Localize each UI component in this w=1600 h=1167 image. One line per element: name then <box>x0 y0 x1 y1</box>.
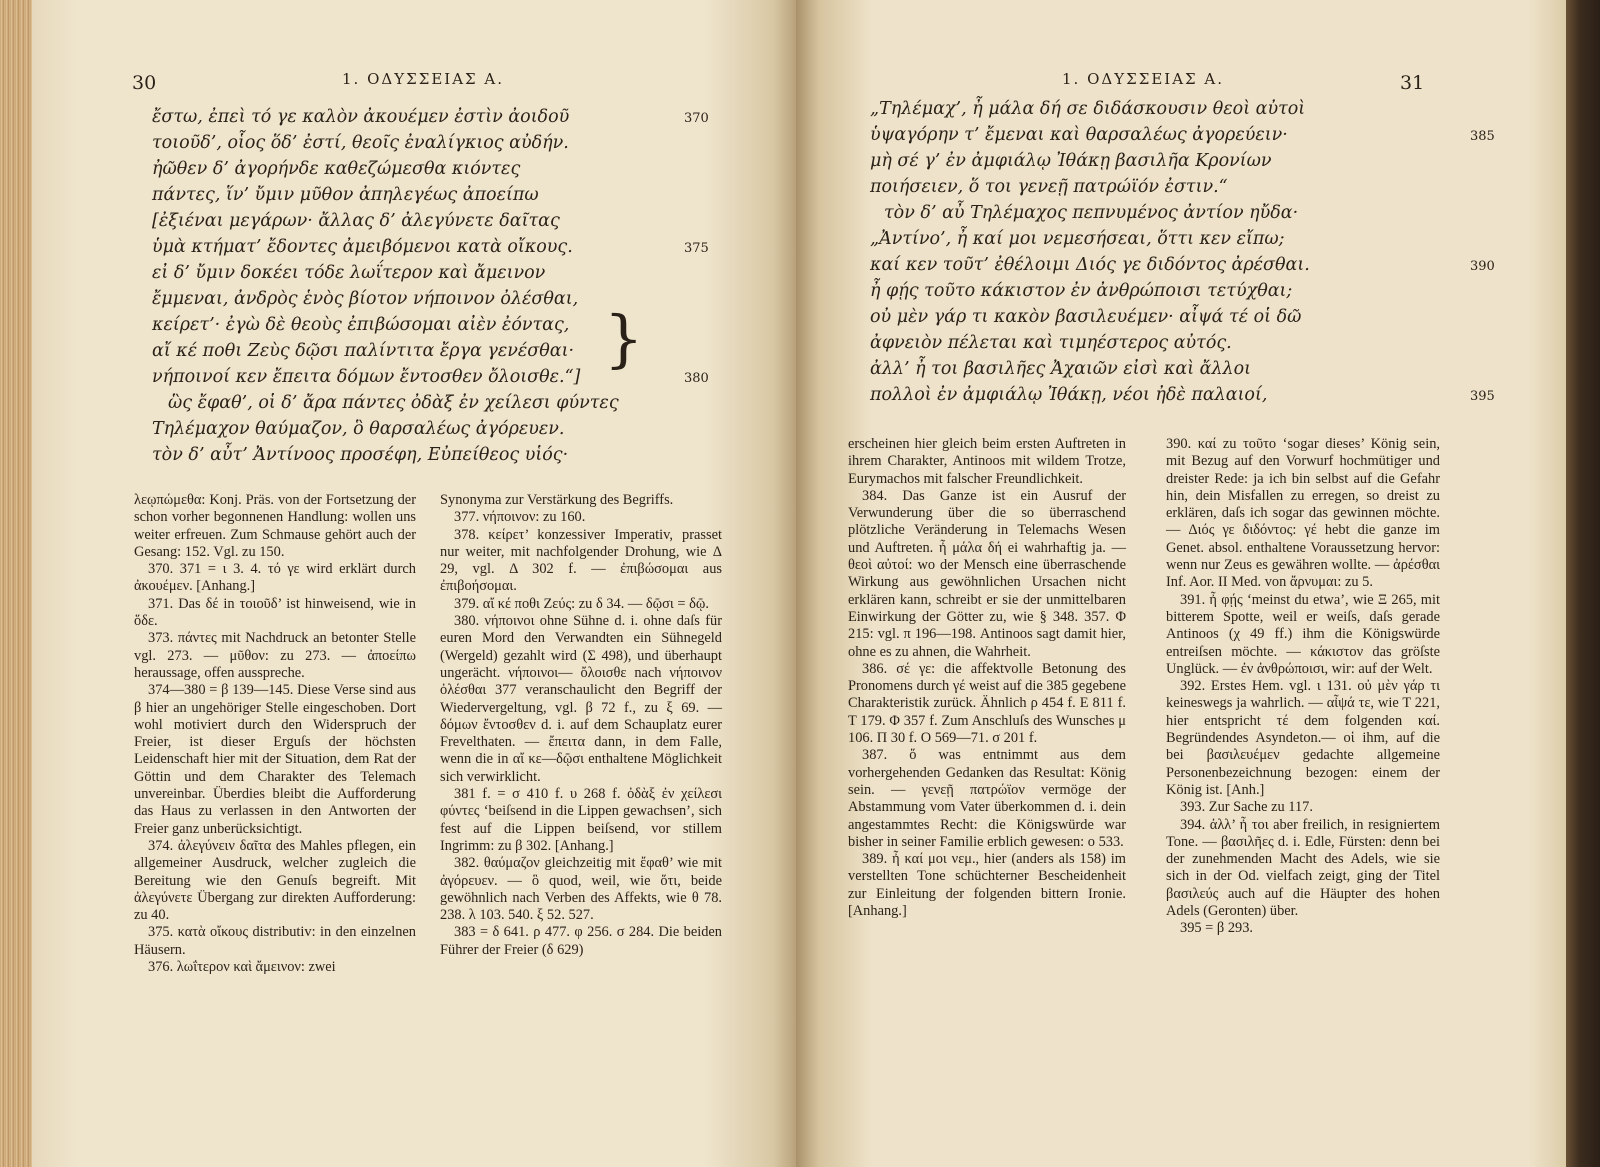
commentary-column-2 <box>1166 436 1440 938</box>
commentary-note: 374. ἀλεγύνειν δαῖτα des Mahles pflegen, ein allgemeiner Ausdruck, welcher zugleich die Bereitung wie den Genuſs begreift. Mit ἀλεγύνετε Übergang zur direkten Aufforderung: zu 40. <box>134 837 416 924</box>
verse-line <box>152 338 752 364</box>
commentary-note: 382. θαύμαζον gleichzeitig mit ἔφαθ’ wie mit ἀγόρευεν. — ὃ quod, weil, wie ὅτι, beide gewöhnlich nach Verben des Affekts, wie θ 78. 238. λ 103. 540. ξ 52. 527. <box>440 855 722 924</box>
commentary-note: 393. Zur Sache zu 117. <box>1180 799 1313 816</box>
verse-text: „Ἀντίνο’, ἦ καί μοι νεμεσήσεαι, ὅττι κεν εἴπω; <box>870 229 1285 249</box>
page-edges-left <box>0 0 32 1167</box>
line-number: 380 <box>684 371 709 386</box>
commentary-note: 373. πάντες mit Nachdruck an betonter Stelle vgl. 273. — μῦθον: zu 273. — ἀποείπω heraussage, offen ausspreche. <box>134 630 416 681</box>
verse-text: πάντες, ἵν’ ὔμιν μῦθον ἀπηλεγέως ἀποείπω <box>152 185 539 205</box>
commentary-note: 387. ὅ was entnimmt aus dem vorhergehenden Gedanken das Resultat: König sein. — γενεῇ πατρώϊον vermöge der Abstammung vom Vater überkommen d. i. dein angestammtes Recht: die Königswürde war bisher in seiner Familie erblich gewesen: ο 533. <box>848 747 1126 850</box>
running-head: 1. ΟΔΥΣΣΕΙΑΣ Α. <box>1062 70 1225 88</box>
verse-line <box>870 148 1450 174</box>
verse-line <box>152 286 752 312</box>
verse-line <box>870 330 1450 356</box>
verse-line <box>870 122 1495 148</box>
commentary-note: 371. Das δέ in τοιοῦδ’ ist hinweisend, wie in ὅδε. <box>134 595 416 630</box>
commentary-note: 374—380 = β 139—145. Diese Verse sind aus β hier an ungehöriger Stelle eingeschoben. Dort wohl motiviert durch den Widerspruch der Freier, ist dieser Erguſs der höchsten Leidenschaft hier mit der Situation, dem Rat der Göttin und dem Charakter des Telemach unvereinbar. Überdies bleibt die Aufforderung das Haus zu verlassen in den Antworten der Freier ganz unberücksichtigt. <box>134 682 416 837</box>
verse-line <box>152 442 752 468</box>
verse-text: ἦ φῄς τοῦτο κάκιστον ἐν ἀνθρώποισι τετύχθαι; <box>870 281 1293 301</box>
verse-line <box>152 130 752 156</box>
commentary-note: 394. ἀλλ’ ἦ τοι aber freilich, in resigniertem Tone. — βασιλῆες d. i. Edle, Fürsten: denn bei der zunehmenden Macht des Adels, wie sie sich in der Od. vielfach zeigt, ging der Titel βασιλεύς auch auf die Häupter des hohen Adels (Geronten) über. <box>1166 816 1440 920</box>
verse-block <box>152 104 752 468</box>
verse-text: τοιοῦδ’, οἷος ὅδ’ ἐστί, θεοῖς ἐναλίγκιος αὐδήν. <box>152 133 569 153</box>
commentary-note: 390. καί zu τοῦτο ‘sogar dieses’ König sein, mit Bezug auf den Vorwurf hochmütiger und dreister Rede: ja ich bin selbst auf die Gefahr hin, dein Misfallen zu erregen, so dreist zu erklären, daſs ich sogar das gewinnen möchte. — Διός γε διδόντος: γέ hebt die ganze im Genet. absol. enthaltene Voraussetzung hervor: wenn nur Zeus es gewähren wollte. — ἀρέσθαι Inf. Aor. II Med. von ἄρνυμαι: zu 5. <box>1166 436 1440 591</box>
verse-text: τὸν δ’ αὖ Τηλέμαχος πεπνυμένος ἀντίον ηὔδα· <box>884 203 1299 223</box>
verse-text: κείρετ’· ἐγὼ δὲ θεοὺς ἐπιβώσομαι αἰὲν ἐόντας, <box>152 315 570 335</box>
line-number: 385 <box>1470 129 1495 144</box>
bracket-mark: } <box>604 302 644 375</box>
verse-text: αἴ κέ ποθι Ζεὺς δῷσι παλίντιτα ἔργα γενέσθαι· <box>152 341 575 361</box>
commentary-note: Synonyma zur Verstärkung des Begriffs. <box>440 492 674 508</box>
commentary-note: 389. ἦ καί μοι νεμ., hier (anders als 158) im verstellten Tone schüchterner Bescheidenheit zur Einleitung der folgenden bittern Ironie. [Anhang.] <box>848 851 1126 920</box>
commentary-note: erscheinen hier gleich beim ersten Auftreten in ihrem Charakter, Antinoos mit wildem Trotze, Eurymachos mit falscher Freundlichkeit. <box>848 436 1126 487</box>
verse-line <box>152 182 752 208</box>
page-number: 31 <box>1400 72 1425 94</box>
commentary-note: 379. αἴ κέ ποθι Ζεύς: zu δ 34. — δῷσι = δῷ. <box>454 595 709 612</box>
verse-text: μὴ σέ γ’ ἐν ἀμφιάλῳ Ἰθάκῃ βασιλῆα Κρονίων <box>870 151 1272 171</box>
verse-line <box>870 304 1450 330</box>
verse-line <box>152 312 752 338</box>
verse-text: [ἐξιέναι μεγάρων· ἄλλας δ’ ἀλεγύνετε δαῖτας <box>152 211 560 231</box>
verse-text: οὐ μὲν γάρ τι κακὸν βασιλευέμεν· αἶψά τέ οἱ δῶ <box>870 307 1302 327</box>
commentary-note: 395 = β 293. <box>1180 920 1254 937</box>
line-number: 370 <box>684 111 709 126</box>
commentary-note: λεῳπώμεθα: Konj. Präs. von der Fortsetzung der schon vorher begonnenen Handlung: wollen uns weiter erfreuen. Zum Schmause gehört auch der Gesang: 152. Vgl. zu 150. <box>134 492 416 560</box>
verse-block <box>870 96 1495 408</box>
commentary-note: 380. νήποινοι ohne Sühne d. i. ohne daſs für euren Mord den Verwandten ein Sühnegeld (Wergeld) gezahlt wird (Σ 498), und überhaupt ungerächt. νήποινοι— ὄλοισθε nach νήποινον ὀλέσθαι 377 veranschaulicht den Begriff der Wiedervergeltung, vgl. β 72 f., zu ξ 69. — δόμων ἔντοσθεν d. i. auf dem Schauplatz eurer Frevelthaten. — ἔπειτα dann, in dem Falle, wenn die in αἴ κε—δῷσι enthaltene Möglichkeit sich verwirklicht. <box>440 613 722 785</box>
verse-text: ὑψαγόρην τ’ ἔμεναι καὶ θαρσαλέως ἀγορεύειν· <box>870 125 1288 145</box>
commentary-note: 370. 371 = ι 3. 4. τό γε wird erklärt durch ἀκουέμεν. [Anhang.] <box>134 561 416 595</box>
commentary-note: 375. κατὰ οἴκους distributiv: in den einzelnen Häusern. <box>134 924 416 958</box>
verse-line <box>152 364 752 390</box>
verse-text: ὣς ἔφαθ’, οἱ δ’ ἄρα πάντες ὀδὰξ ἐν χείλεσι φύντες <box>168 393 619 413</box>
verse-line <box>152 156 752 182</box>
verse-text: „Τηλέμαχ’, ἦ μάλα δή σε διδάσκουσιν θεοὶ αὐτοὶ <box>870 99 1306 119</box>
left-page <box>32 0 796 1167</box>
verse-text: ἔμμεναι, ἀνδρὸς ἑνὸς βίοτον νήποινον ὀλέσθαι, <box>152 289 579 309</box>
commentary-note: 381 f. = σ 410 f. υ 268 f. ὀδὰξ ἐν χείλεσι φύντες ‘beiſsend in die Lippen gewachsen’, sich fest auf die Lippen beiſsend, vor stillem Ingrimm: zu β 302. [Anhang.] <box>440 786 722 854</box>
binding-edge-right <box>1566 0 1600 1167</box>
commentary-note: 391. ἦ φῄς ‘meinst du etwa’, wie Ξ 265, mit bitterem Spotte, weil er weiſs, daſs gerade Antinoos (χ 49 ff.) ihm die Königswürde entreiſsen möchte. — κάκιστον das gröſste Unglück. — ἐν ἀνθρώποισι, wir: auf der Welt. <box>1166 591 1440 677</box>
verse-text: Τηλέμαχον θαύμαζον, ὃ θαρσαλέως ἀγόρευεν. <box>152 419 565 439</box>
verse-text: εἰ δ’ ὔμιν δοκέει τόδε λωΐτερον καὶ ἄμεινον <box>152 263 546 283</box>
line-number: 390 <box>1470 259 1495 274</box>
commentary-note: 377. νήποινον: zu 160. <box>454 509 586 526</box>
verse-text: καί κεν τοῦτ’ ἐθέλοιμι Διός γε διδόντος ἀρέσθαι. <box>870 255 1310 275</box>
commentary-note: 386. σέ γε: die affektvolle Betonung des Pronomens durch γέ weist auf die 385 gegebene Charakteristik zurück. Ähnlich ρ 454 f. E 811 f. T 179. Φ 357 f. Zum Anschluſs des Wunsches μ 106. Π 30 f. O 569—71. σ 201 f. <box>848 660 1126 747</box>
verse-line <box>152 260 752 286</box>
verse-text: ἠῶθεν δ’ ἀγορήνδε καθεζώμεσθα κιόντες <box>152 159 521 179</box>
verse-line <box>870 252 1495 278</box>
commentary-note: 376. λωΐτερον καὶ ἄμεινον: zwei <box>148 959 336 976</box>
right-page <box>796 0 1566 1167</box>
verse-line <box>870 278 1450 304</box>
verse-line <box>870 174 1450 200</box>
verse-line <box>870 356 1450 382</box>
verse-line <box>152 234 752 260</box>
verse-text: πολλοὶ ἐν ἀμφιάλῳ Ἰθάκῃ, νέοι ἠδὲ παλαιοί, <box>870 385 1268 405</box>
line-number: 395 <box>1470 389 1495 404</box>
verse-text: ἀλλ’ ἦ τοι βασιλῆες Ἀχαιῶν εἰσὶ καὶ ἄλλοι <box>870 359 1252 379</box>
verse-text: ἀφνειὸν πέλεται καὶ τιμηέστερος αὐτός. <box>870 333 1232 353</box>
verse-line <box>870 200 1450 226</box>
verse-line <box>152 416 752 442</box>
commentary-note: 378. κείρετ’ konzessiver Imperativ, prasset nur weiter, mit nachfolgender Drohung, wie Δ 29, vgl. Δ 302 f. — ἐπιβώσομαι aus ἐπιβοήσομαι. <box>440 526 722 595</box>
commentary-note: 384. Das Ganze ist ein Ausruf der Verwunderung über die so überraschend plötzliche Veränderung in Telemachs Wesen und Auftreten. ἦ μάλα δή ei wahrhaftig ja. — θεοὶ αὐτοί: wo der Mensch eine überraschende Wirkung aus gewöhnlichen Ursachen nicht erklären kann, schreibt er sie der unmittelbaren Einwirkung der Götter zu, wie § 348. 357. Φ 215: vgl. π 196—198. Antinoos sagt damit hier, ohne es zu ahnen, die Wahrheit. <box>848 487 1126 660</box>
verse-text: ὑμὰ κτήματ’ ἔδοντες ἀμειβόμενοι κατὰ οἴκους. <box>152 237 573 257</box>
commentary-column-1 <box>134 492 416 976</box>
running-head: 1. ΟΔΥΣΣΕΙΑΣ Α. <box>342 70 505 88</box>
commentary-note: 383 = δ 641. ρ 477. φ 256. σ 284. Die beiden Führer der Freier (δ 629) <box>440 924 722 958</box>
page-number: 30 <box>132 72 157 94</box>
verse-text: τὸν δ’ αὖτ’ Ἀντίνοος προσέφη, Εὐπείθεος υἱός· <box>152 445 569 465</box>
commentary-column-1 <box>848 436 1126 920</box>
verse-line <box>152 390 752 416</box>
line-number: 375 <box>684 241 709 256</box>
commentary-note: 392. Erstes Hem. vgl. ι 131. οὐ μὲν γάρ τι keineswegs ja wahrlich. — αἶψά τε, wie T 221, hier entspricht τέ dem folgenden καί. Begründendes Asyndeton.— οἱ ihm, auf die bei βασιλευέμεν gedachte allgemeine Personenbezeichnung bezogen: einem der König ist. [Anh.] <box>1166 678 1440 798</box>
verse-text: ἔστω, ἐπεὶ τό γε καλὸν ἀκουέμεν ἐστὶν ἀοιδοῦ <box>152 107 570 127</box>
verse-text: ποιήσειεν, ὅ τοι γενεῇ πατρώϊόν ἐστιν.“ <box>870 177 1228 197</box>
verse-line <box>870 96 1450 122</box>
verse-line <box>152 104 752 130</box>
verse-text: νήποινοί κεν ἔπειτα δόμων ἔντοσθεν ὄλοισθε.“] <box>152 367 581 387</box>
verse-line <box>870 226 1450 252</box>
verse-line <box>152 208 752 234</box>
commentary-column-2 <box>440 492 722 959</box>
verse-line <box>870 382 1495 408</box>
